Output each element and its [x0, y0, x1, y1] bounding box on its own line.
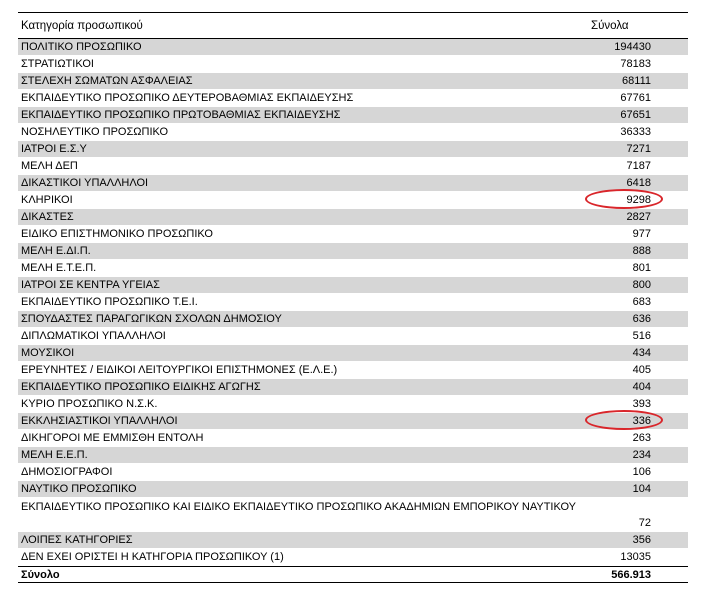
row-value: 404 [632, 381, 651, 393]
row-value: 194430 [614, 41, 651, 53]
table-row [18, 124, 688, 141]
row-value: 636 [632, 313, 651, 325]
table-row [18, 532, 688, 549]
table-row [18, 464, 688, 481]
row-category: ΝΟΣΗΛΕΥΤΙΚΟ ΠΡΟΣΩΠΙΚΟ [21, 126, 169, 138]
table-total-row [18, 566, 688, 583]
table-row [18, 379, 688, 396]
row-value: 263 [632, 432, 651, 444]
row-value: 36333 [620, 126, 651, 138]
row-category: ΔΕΝ ΕΧΕΙ ΟΡΙΣΤΕΙ Η ΚΑΤΗΓΟΡΙΑ ΠΡΟΣΩΠΙΚΟΥ (1) [21, 551, 284, 563]
row-category: ΠΟΛΙΤΙΚΟ ΠΡΟΣΩΠΙΚΟ [21, 41, 142, 53]
table-row [18, 209, 688, 226]
row-category: ΕΚΠΑΙΔΕΥΤΙΚΟ ΠΡΟΣΩΠΙΚΟ ΔΕΥΤΕΡΟΒΑΘΜΙΑΣ ΕΚΠΑΙΔΕΥΣΗΣ [21, 92, 354, 104]
row-value: 104 [632, 483, 651, 495]
row-value: 977 [632, 228, 651, 240]
row-category: ΔΙΠΛΩΜΑΤΙΚΟΙ ΥΠΑΛΛΗΛΟΙ [21, 330, 166, 342]
personnel-table [18, 12, 688, 583]
row-value: 7187 [626, 160, 651, 172]
header-category: Κατηγορία προσωπικού [21, 19, 143, 32]
row-value: 67651 [620, 109, 651, 121]
table-row [18, 73, 688, 90]
row-value: 356 [632, 534, 651, 546]
table-row [18, 345, 688, 362]
row-value: 6418 [626, 177, 651, 189]
row-value: 13035 [620, 551, 651, 563]
red-ellipse-highlight [585, 189, 663, 209]
row-value: 9298 [591, 194, 651, 206]
row-category: ΔΙΚΗΓΟΡΟΙ ΜΕ ΕΜΜΙΣΘΗ ΕΝΤΟΛΗ [21, 432, 204, 444]
row-category: ΔΙΚΑΣΤΙΚΟΙ ΥΠΑΛΛΗΛΟΙ [21, 177, 149, 189]
table-row [18, 56, 688, 73]
table-row [18, 226, 688, 243]
table-header [18, 12, 688, 39]
row-category: ΙΑΤΡΟΙ ΣΕ ΚΕΝΤΡΑ ΥΓΕΙΑΣ [21, 279, 160, 291]
row-value: 801 [632, 262, 651, 274]
table-row [18, 277, 688, 294]
row-category: ΔΗΜΟΣΙΟΓΡΑΦΟΙ [21, 466, 113, 478]
row-value: 72 [638, 517, 651, 529]
table-row [18, 396, 688, 413]
header-total: Σύνολα [591, 19, 629, 32]
row-category: ΜΕΛΗ ΔΕΠ [21, 160, 78, 172]
row-category: ΕΚΠΑΙΔΕΥΤΙΚΟ ΠΡΟΣΩΠΙΚΟ Τ.Ε.Ι. [21, 296, 198, 308]
row-category: ΣΠΟΥΔΑΣΤΕΣ ΠΑΡΑΓΩΓΙΚΩΝ ΣΧΟΛΩΝ ΔΗΜΟΣΙΟΥ [21, 313, 282, 325]
row-category: ΕΚΠΑΙΔΕΥΤΙΚΟ ΠΡΟΣΩΠΙΚΟ ΕΙΔΙΚΗΣ ΑΓΩΓΗΣ [21, 381, 261, 393]
row-category: ΜΕΛΗ Ε.ΔΙ.Π. [21, 245, 91, 257]
row-category: ΚΛΗΡΙΚΟΙ [21, 194, 73, 206]
table-row [18, 362, 688, 379]
table-row [18, 549, 688, 566]
table-row [18, 311, 688, 328]
table-row [18, 430, 688, 447]
row-value: 888 [632, 245, 651, 257]
table-row [18, 141, 688, 158]
row-category: ΕΚΠΑΙΔΕΥΤΙΚΟ ΠΡΟΣΩΠΙΚΟ ΠΡΩΤΟΒΑΘΜΙΑΣ ΕΚΠΑΙΔΕΥΣΗΣ [21, 109, 341, 121]
row-category: ΕΙΔΙΚΟ ΕΠΙΣΤΗΜΟΝΙΚΟ ΠΡΟΣΩΠΙΚΟ [21, 228, 213, 240]
row-category: ΕΡΕΥΝΗΤΕΣ / ΕΙΔΙΚΟΙ ΛΕΙΤΟΥΡΓΙΚΟΙ ΕΠΙΣΤΗΜΟΝΕΣ (Ε.Λ.Ε.) [21, 364, 338, 376]
row-category: ΕΚΠΑΙΔΕΥΤΙΚΟ ΠΡΟΣΩΠΙΚΟ ΚΑΙ ΕΙΔΙΚΟ ΕΚΠΑΙΔΕΥΤΙΚΟ ΠΡΟΣΩΠΙΚΟ ΑΚΑΔΗΜΙΩΝ ΕΜΠΟΡΙΚΟΥ ΝΑΥΤΙΚΟΥ [21, 501, 577, 513]
table-row [18, 413, 688, 430]
row-value: 336 [591, 415, 651, 427]
row-category: ΔΙΚΑΣΤΕΣ [21, 211, 74, 223]
table-row [18, 90, 688, 107]
table-body [18, 39, 688, 566]
table-row [18, 294, 688, 311]
row-category: ΜΟΥΣΙΚΟΙ [21, 347, 75, 359]
table-row [18, 158, 688, 175]
row-category: ΚΥΡΙΟ ΠΡΟΣΩΠΙΚΟ Ν.Σ.Κ. [21, 398, 158, 410]
row-category: ΣΤΕΛΕΧΗ ΣΩΜΑΤΩΝ ΑΣΦΑΛΕΙΑΣ [21, 75, 193, 87]
table-row [18, 260, 688, 277]
row-category: ΕΚΚΛΗΣΙΑΣΤΙΚΟΙ ΥΠΑΛΛΗΛΟΙ [21, 415, 178, 427]
total-value: 566.913 [611, 568, 651, 581]
row-category: ΛΟΙΠΕΣ ΚΑΤΗΓΟΡΙΕΣ [21, 534, 133, 546]
row-value: 106 [632, 466, 651, 478]
total-label: Σύνολο [21, 568, 60, 581]
row-category: ΝΑΥΤΙΚΟ ΠΡΟΣΩΠΙΚΟ [21, 483, 137, 495]
row-value: 67761 [620, 92, 651, 104]
row-category: ΣΤΡΑΤΙΩΤΙΚΟΙ [21, 58, 94, 70]
row-category: ΙΑΤΡΟΙ Ε.Σ.Υ [21, 143, 87, 155]
table-row [18, 481, 688, 498]
row-value: 2827 [626, 211, 651, 223]
row-value: 7271 [626, 143, 651, 155]
table-row [18, 447, 688, 464]
row-value: 683 [632, 296, 651, 308]
table-row [18, 498, 688, 532]
row-category: ΜΕΛΗ Ε.Ε.Π. [21, 449, 88, 461]
row-category: ΜΕΛΗ Ε.Τ.Ε.Π. [21, 262, 97, 274]
table-row [18, 192, 688, 209]
red-ellipse-highlight [585, 410, 663, 430]
table-row [18, 328, 688, 345]
table-row [18, 243, 688, 260]
row-value: 434 [632, 347, 651, 359]
row-value: 393 [632, 398, 651, 410]
table-row [18, 39, 688, 56]
row-value: 516 [632, 330, 651, 342]
table-row [18, 175, 688, 192]
row-value: 800 [632, 279, 651, 291]
row-value: 68111 [622, 75, 651, 87]
row-value: 405 [632, 364, 651, 376]
row-value: 78183 [620, 58, 651, 70]
table-row [18, 107, 688, 124]
row-value: 234 [632, 449, 651, 461]
